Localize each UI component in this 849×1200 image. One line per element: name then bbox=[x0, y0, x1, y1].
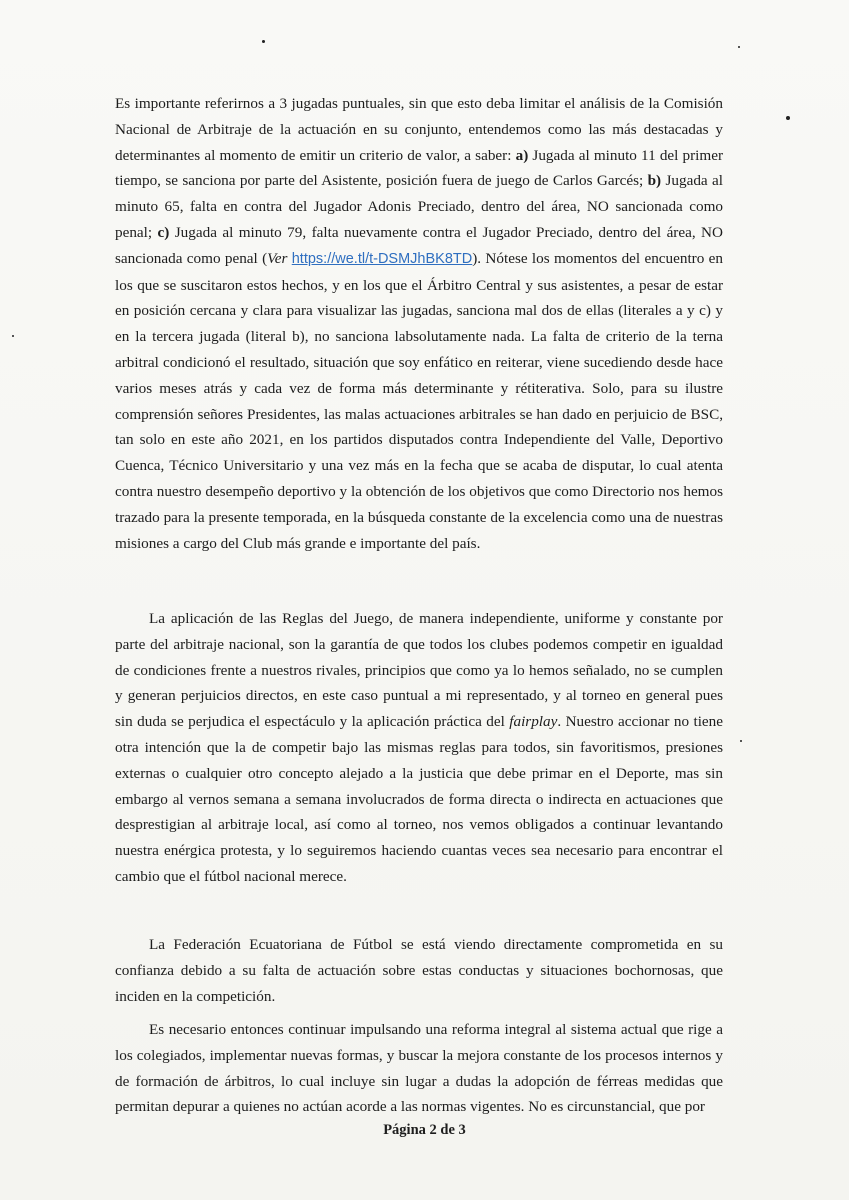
paragraph-text: Jugada al minuto 65, falta en contra del Jugador Adonis Preciado, dentro del área, NO sancionada como penal; bbox=[115, 172, 723, 241]
paragraph-text: ). Nótese los momentos del encuentro en los que se suscitaron estos hechos, y en los que el Árbitro Central y sus asistentes, a pesar de estar en posición cercana y clara para visualizar las jugadas, sanciona mal dos de ellas (literales a y c) y en la tercera jugada (literal b), no sanciona labsolutamente nada. La falta de criterio de la terna arbitral condicionó el resultado, situación que soy enfático en reiterar, viene sucediendo desde hace varios meses atrás y cada vez de forma más determinante y rétiterativa. Solo, para su ilustre comprensión señores Presidentes, las malas actuaciones arbitrales se han dado en perjuicio de BSC, tan solo en este año 2021, en los partidos disputados contra Independiente del Valle, Deportivo Cuenca, Técnico Universitario y una vez más en la fecha que se acaba de disputar, lo cual atenta contra nuestro desempeño deportivo y la obtención de los objetivos que como Directorio nos hemos trazado para la presente temporada, en la búsqueda constante de la excelencia como una de nuestras misiones a cargo del Club más grande e importante del país. bbox=[115, 249, 723, 552]
page-label: Página bbox=[383, 1122, 426, 1138]
scan-speck bbox=[740, 740, 742, 742]
list-label-a: a) bbox=[515, 146, 529, 164]
ver-label: Ver bbox=[267, 249, 288, 267]
list-label-c: c) bbox=[157, 223, 170, 241]
paragraph-text: La aplicación de las Reglas del Juego, de manera independiente, uniforme y constante por parte del arbitraje nacional, son la garantía de que todos los clubes podemos competir en igualdad de condiciones frente a nuestros rivales, principios que como ya lo hemos señalado, no se cumplen y generan perjuicios directos, en este caso puntual a mi representado, y al torneo en general pues sin duda se perjudica el espectáculo y la aplicación práctica del bbox=[115, 610, 723, 731]
paragraph-text: Es importante referirnos a 3 jugadas puntuales, sin que esto deba limitar el análisis de la Comisión Nacional de Arbitraje de la actuación en su conjunto, entendemos como las más destacadas y determinantes al momento de emitir un criterio de valor, a saber: bbox=[115, 95, 723, 164]
scan-speck bbox=[786, 116, 790, 120]
video-link[interactable]: https://we.tl/t-DSMJhBK8TD bbox=[291, 250, 473, 267]
page-current: 2 bbox=[429, 1122, 437, 1138]
page-total: 3 bbox=[458, 1122, 466, 1138]
paragraph-text: Jugada al minuto 11 del primer tiempo, se sanciona por parte del Asistente, posición fuera de juego de Carlos Garcés; bbox=[115, 146, 724, 190]
paragraph-text: . Nuestro accionar no tiene otra intención que la de competir bajo las mismas reglas para todos, sin favoritismos, presiones externas o cualquier otro concepto alejado a la justicia que debe primar en el Deporte, mas sin embargo al vernos semana a semana involucrados de forma directa o indirecta en actuaciones que desprestigian al arbitraje local, así como al torneo, nos vemos obligados a continuar levantando nuestra enérgica protesta, y lo seguiremos haciendo cuantas veces sea necesario para encontrar el cambio que el fútbol nacional merece. bbox=[115, 713, 724, 885]
scan-speck bbox=[262, 40, 265, 43]
list-label-b: b) bbox=[647, 172, 662, 190]
paragraph-rules bbox=[115, 606, 723, 890]
paragraph-text: Jugada al minuto 79, falta nuevamente contra el Jugador Preciado, dentro del área, NO sancionada como penal ( bbox=[115, 223, 723, 267]
page-number bbox=[0, 1122, 849, 1139]
paragraph-reform: Es necesario entonces continuar impulsando una reforma integral al sistema actual que rige a los colegiados, implementar nuevas formas, y buscar la mejora constante de los procesos internos y de formación de árbitros, lo cual incluye sin lugar a dudas la adopción de férreas medidas que permitan depurar a quienes no actúan acorde a las normas vigentes. No es circunstancial, que por bbox=[115, 1021, 723, 1116]
scan-speck bbox=[12, 335, 14, 337]
scan-speck bbox=[738, 46, 740, 48]
paragraph-federation: La Federación Ecuatoriana de Fútbol se está viendo directamente comprometida en su confianza debido a su falta de actuación sobre estas conductas y situaciones bochornosas, que inciden en la competición. bbox=[115, 936, 723, 1005]
fairplay-term: fairplay bbox=[509, 713, 558, 731]
paragraph-plays bbox=[115, 91, 723, 556]
page-of: de bbox=[440, 1122, 455, 1138]
